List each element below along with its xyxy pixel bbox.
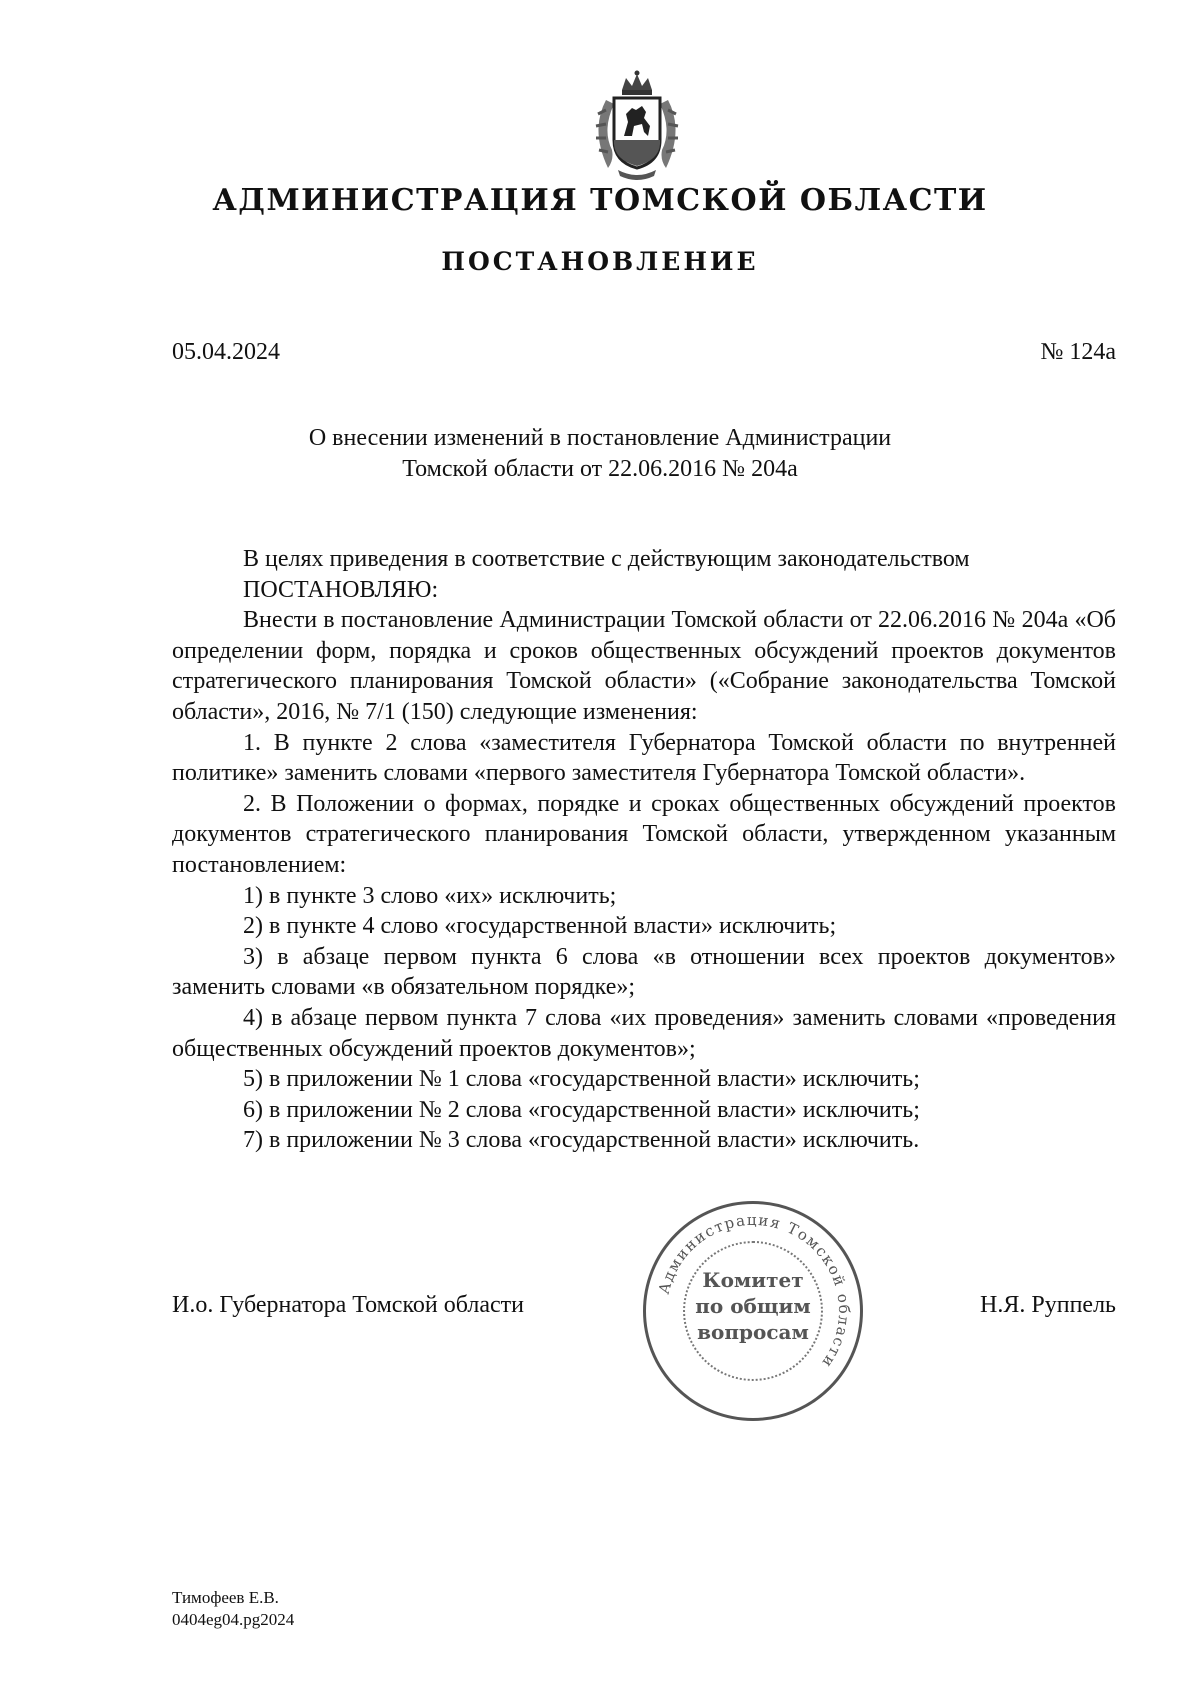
signatory-name: Н.Я. Руппель (980, 1292, 1116, 1318)
subitem-2: 2) в пункте 4 слово «государственной власти» исключить; (243, 913, 837, 940)
organization-title: АДМИНИСТРАЦИЯ ТОМСКОЙ ОБЛАСТИ (212, 183, 988, 218)
subitem-4: 4) в абзаце первом пункта 7 слова «их проведения» заменить словами «проведения общественных обсуждений проектов документов»; (172, 1004, 1116, 1062)
subitem-6: 6) в приложении № 2 слова «государственной власти» исключить; (243, 1096, 920, 1123)
executor-info (172, 1587, 294, 1631)
document-date: 05.04.2024 (172, 339, 280, 365)
executor-code: 0404eg04.pg2024 (172, 1610, 295, 1629)
stamp-center-text: Комитет по общим вопросам (695, 1268, 811, 1344)
subject-line-2: Томской области от 22.06.2016 № 204а (402, 456, 798, 482)
intro-paragraph: Внести в постановление Администрации Томской области от 22.06.2016 № 204а «Об определении форм, порядка и сроков общественных обсуждений проектов документов стратегического планирования Томской области» («Собрание законодательства Томской области», 2016, № 7/1 (150) следующие изменения: (172, 607, 1116, 725)
item-2: 2. В Положении о формах, порядке и сроках общественных обсуждений проектов документов стратегического планирования Томской области, утвержденном указанным постановлением: (172, 790, 1116, 878)
coat-of-arms-icon (584, 70, 690, 182)
document-subject (0, 423, 1200, 485)
signatory-position: И.о. Губернатора Томской области (172, 1292, 524, 1318)
subitem-5: 5) в приложении № 1 слова «государственной власти» исключить; (243, 1066, 920, 1093)
subject-line-1: О внесении изменений в постановление Администрации (308, 425, 892, 451)
subitem-3: 3) в абзаце первом пункта 6 слова «в отношении всех проектов документов» заменить словами «в обязательном порядке»; (172, 943, 1116, 1001)
item-1: 1. В пункте 2 слова «заместителя Губернатора Томской области по внутренней политике» заменить словами «первого заместителя Губернатора Томской области». (172, 729, 1116, 787)
executor-name: Тимофеев Е.В. (172, 1588, 279, 1607)
svg-text:Администрация Томской области: Администрация Томской области (654, 1210, 854, 1372)
document-type: ПОСТАНОВЛЕНИЕ (441, 247, 759, 276)
subitem-1: 1) в пункте 3 слово «их» исключить; (243, 882, 617, 909)
document-body (172, 544, 1116, 1156)
document-number: № 124а (1040, 339, 1116, 365)
decree-word: ПОСТАНОВЛЯЮ: (243, 576, 439, 603)
preamble: В целях приведения в соответствие с действующим законодательством (243, 546, 970, 572)
official-stamp (643, 1201, 863, 1421)
subitem-7: 7) в приложении № 3 слова «государственной власти» исключить. (243, 1127, 920, 1154)
